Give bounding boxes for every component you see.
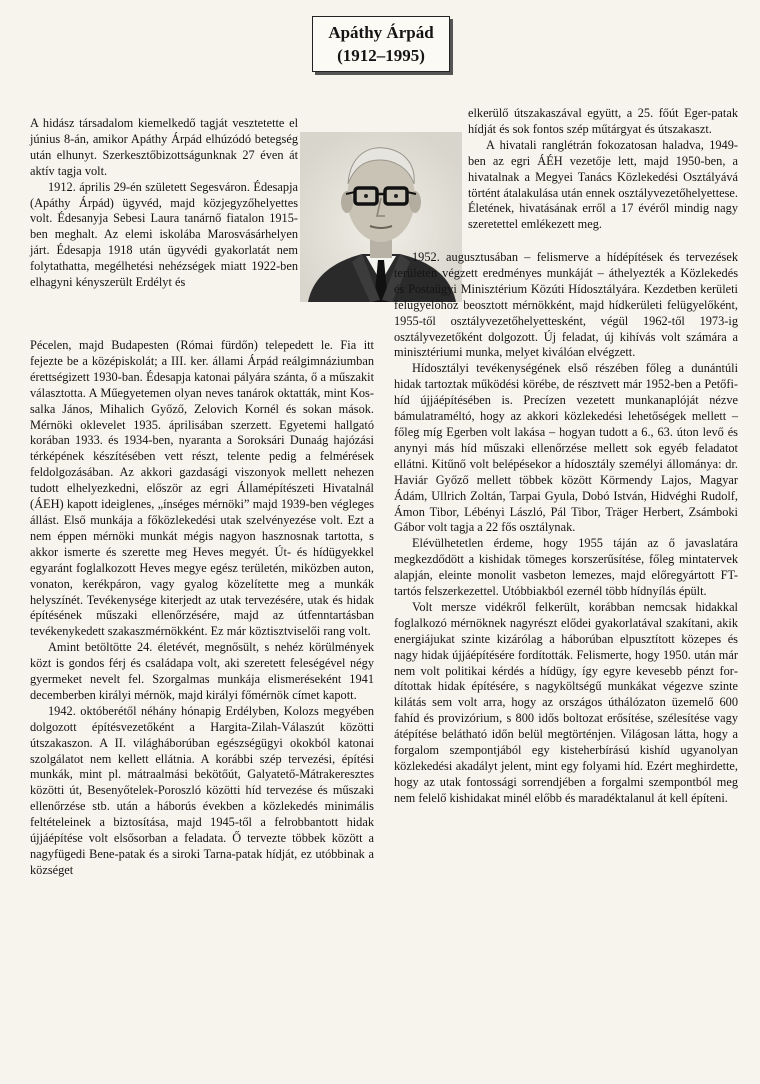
page-title: Apáthy Árpád	[328, 23, 434, 42]
paragraph: Volt mersze vidékről felkerült, korábban nemcsak hidakkal foglalkozó mérnöknek nagyrészt elődei gyakorlatával szakítani, akik energiájukat szinte kizárólag a háborúban elpusztított közepes és nagy hidak újjáépítésére fordították. Felismerte, hogy 1950. után már nem volt politikai kérdés a hídügy, így egyre kevesebb pénzt fordítottak hidak építésére, s nagyköltségű munkákat végezve szinte kilátás sem volt arra, hogy az országos úthálózaton üzemelő 600 fahíd és provizórium, s 800 idős boltozat erősítése, szélesítése vagy átépítése belátható időn belül megtörténjen. Világosan látta, hogy a forgalom szempontjából egy kisteherbírású kishíd ugyanolyan közlekedési akadályt jelent, mint egy folyami híd. Ezért meghirdette, hogy az utak fontossági sorrendjében a forgalmi szempontból meg nem felelő kishidakat minél előbb és maradéktalanul át kell építeni.	[394, 599, 738, 805]
paragraph: 1952. augusztusában – felismerve a hídépítések és tervezések területén végzett eredményes munkáját – áthelyezték a Közlekedés és Postaügyi Minisztérium Közúti Hídosztályára. Kezdetben kerületi felügyelőhöz beosztott mérnökként, majd hídkerületi felügyelőként, 1955-től osztályvezetőhelyettesként, végül 1962-től 1973-ig osztályvezetőként dolgozott. Új feladat, új kihívás volt számára a minisztériumi munka, melyet kiválóan elvégzett.	[394, 250, 738, 360]
paragraph: Pécelen, majd Budapesten (Római fürdőn) telepedett le. Fia itt fejezte be a középiskolát; a III. ker. állami Árpád reálgimnáziumban érettségizett 1930-ban. Édesapja katonai pályára szánta, ő a műszakit választotta. A Műegyetemen olyan neves tanárok oktatták, mint Kossalka János, Mihalich Győző, Zelovich Kornél és sokan mások. Mérnöki oklevelet 1935. áprilisában szerzett. Egyetemi hallgató korában 1933. és 1934-ben, nyaranta a Soroksári Dunaág hajózási térképének készítésében vett részt, telente pedig a felmérések feldolgozásában. Az akkori gazdasági viszonyok mellett nehezen tudott elhelyezkedni, először az egri Államépítészeti Hivatalnál (ÁEH) kapott ideiglenes, „ínséges mérnöki” majd 1939-ben végleges állást. Első munkája a főközlekedési utak szelvényezése volt. Ezt a nem éppen mérnöki munkát mégis nagyon hasznosnak tartotta, s akkor ismerte és szerette meg Heves megyét. Út- és hídügyekkel egyaránt foglalkozott Heves megye egész területén, miközben auton, vonaton, kerékpáron, vagy gyalog közelítette meg a munkák helyszínét. Tevékenysége kiterjedt az utak tervezésére, utak és hidak építésének műszaki ellenőrzésére, majd az útfenntartásban tevékenykedett szakaszmérnökként. Ez már köztisztviselői rang volt.	[30, 338, 374, 639]
paragraph: elkerülő útszakaszával együtt, a 25. főút Eger-patak hídját és sok fontos szép műtárgyat és útszakaszt.	[468, 106, 738, 136]
left-column	[30, 338, 374, 879]
title-box	[312, 16, 450, 72]
paragraph: A hidász társadalom kiemelkedő tagját vesztetette el június 8-án, amikor Apáthy Árpád elhúzódó betegség után elhunyt. Szerkesztőbizottságunknak 27 éven át aktív tagja volt.	[30, 116, 298, 178]
paragraph: A hivatali ranglétrán fokozatosan haladva, 1949-ben az egri ÁÉH vezetője lett, majd 1950-ben, a hivatalnak a Megyei Tanács Közlekedési Osztályává történt átalakulása után ennek osztályvezetőhelyettese. Életének, hivatásának erről a 17 évéről mindig nagy szeretettel emlékezett meg.	[468, 137, 738, 232]
paragraph: 1942. októberétől néhány hónapig Erdélyben, Kolozs megyében dolgozott építésvezetőként a Hargita-Zilah-Válaszút közötti útszakaszon. A II. világháborúban egészségügyi okokból katonai szolgálatot nem kellett ellátnia. A korábbi szép tervezési, építési munkák, mint pl. mátraalmási bekötőút, Galyatető-Mátrakeresztes közötti út, Besenyőtelek-Poroszló közötti híd tervezése és műszaki ellenőrzése stb. után a háborús években a közlekedés minimális feltételeinek a biztosítása, majd 1945-től a felrobbantott hidak újjáépítése volt elsősorban a feladata. Ő tervezte többek között a nagyfügedi Bene-patak és a siroki Tarna-patak hídját, ez utóbbinak a községet	[30, 703, 374, 877]
page-subtitle-years: (1912–1995)	[337, 46, 425, 65]
paragraph: Elévülhetetlen érdeme, hogy 1955 táján az ő javaslatára megkezdődött a kishidak tömeges korszerűsítése, főleg mintatervek alapján, eleinte monolit vasbeton lemezes, majd előregyártott FT-tartós felszerkezettel. Utóbbiakból ezernél több hídnyílás épült.	[394, 536, 738, 599]
paragraph: Hídosztályi tevékenységének első részében főleg a dunántúli hidak tartoztak működési körébe, de résztvett már 1952-ben a Petőfi-híd újjáépítésében is. Precízen vezetett munkanaplóját nézve bámulatraméltó, hogy az akkori közlekedési lehetőségek mellett – főleg míg Egerben volt lakása – hogyan tudott a 6., 63. úton levő és anynyi más híd műszaki ellenőrzése mellett sok egyéb feladatot ellátni. Kitűnő volt belépésekor a hídosztály személyi állománya: dr. Haviár Győző mellett többek között Körmendy Lajos, Magyar Ádám, Ullrich Zoltán, Tarpai Gyula, Dobó István, Hidvéghi Rudolf, Ámon Tibor, Lébényi László, Pál Tibor, Träger Herbert, Zsámboki Gábor volt tagja a 22 fős osztálynak.	[394, 361, 738, 535]
paragraph: Amint betöltötte 24. életévét, megnősült, s nehéz körülmények közt is gondos férj és családapa volt, aki szeretett feleségével négy gyermeket nevelt fel. Szorgalmas munkája elismeréseként 1941 decemberben királyi mérnök, majd királyi főmérnök címet kapott.	[30, 640, 374, 702]
right-column-top	[468, 106, 738, 233]
right-column	[394, 250, 738, 807]
left-column-top	[30, 116, 298, 291]
paragraph: 1912. április 29-én született Segesváron. Édesapja (Apáthy Árpád) ügyvéd, majd közjegyzőhelyettes volt. Édesanyja Sebesi Laura tanárnő fiatalon 1915-ben meghalt. Az elemi iskolába Marosvásárhelyen járt. Édesapja 1918 után ügyvédi gyakorlatát nem folytathatta, megélhetési nehézségek miatt 1922-ben elhagyni kényszerült Erdélyt és	[30, 179, 298, 290]
